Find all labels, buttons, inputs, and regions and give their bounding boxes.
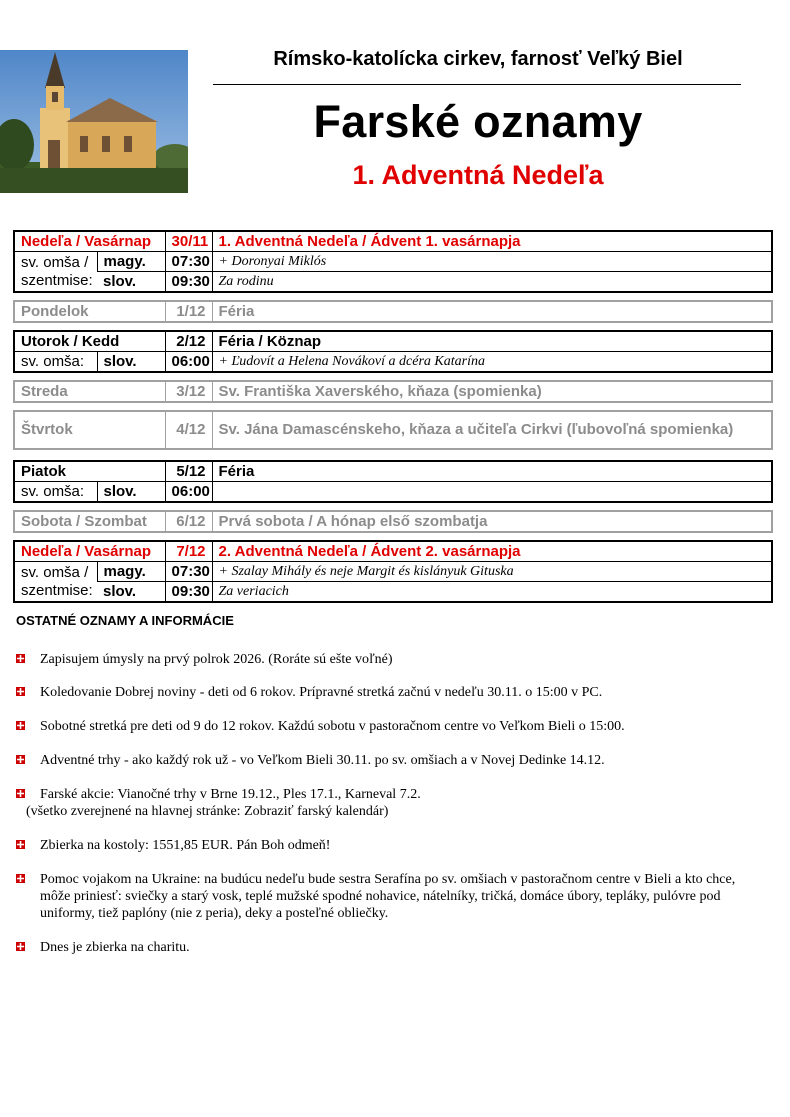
mass-label: sv. omša / szentmise:: [15, 562, 97, 602]
day-date: 5/12: [165, 462, 212, 482]
mass-intention: + Doronyai Miklós: [212, 252, 771, 272]
mass-intention: + Ľudovít a Helena Novákoví a dcéra Katarína: [212, 352, 771, 372]
cross-bullet-icon: [16, 755, 25, 764]
church-photo: [0, 50, 188, 193]
day-date: 1/12: [165, 302, 212, 321]
announcement-item: Dnes je zbierka na charitu.: [16, 939, 756, 956]
announcement-item: Farské akcie: Vianočné trhy v Brne 19.12., Ples 17.1., Karneval 7.2. (všetko zverejnené na hlavnej stránke: Zobraziť farský kalendár): [16, 786, 756, 820]
day-name: Štvrtok: [21, 421, 73, 438]
day-feast: Féria / Köznap: [212, 332, 771, 352]
mass-language: slov.: [97, 352, 165, 372]
day-name: Pondelok: [21, 302, 89, 320]
announcements-heading: OSTATNÉ OZNAMY A INFORMÁCIE: [16, 613, 234, 628]
mass-language: magy.: [97, 562, 165, 582]
day-date: 30/11: [165, 232, 212, 252]
day-name: Nedeľa / Vasárnap: [21, 542, 152, 560]
day-feast: Féria: [212, 302, 771, 321]
cross-bullet-icon: [16, 654, 25, 663]
mass-intention: Za rodinu: [212, 272, 771, 292]
day-feast: 1. Adventná Nedeľa / Ádvent 1. vasárnapja: [212, 232, 771, 252]
page-title: Farské oznamy: [313, 96, 643, 147]
announcement-item: Zapisujem úmysly na prvý polrok 2026. (Roráte sú ešte voľné): [16, 651, 756, 668]
header-divider: [213, 84, 741, 85]
cross-bullet-icon: [16, 789, 25, 798]
mass-time: 07:30: [165, 562, 212, 582]
cross-bullet-icon: [16, 687, 25, 696]
day-sunday-30-11: [13, 230, 773, 293]
day-name: Nedeľa / Vasárnap: [21, 232, 152, 250]
day-date: 3/12: [165, 382, 212, 401]
day-saturday: [13, 510, 773, 533]
day-feast: Prvá sobota / A hónap első szombatja: [212, 512, 771, 531]
day-name: Streda: [21, 382, 68, 400]
cross-bullet-icon: [16, 874, 25, 883]
cross-bullet-icon: [16, 942, 25, 951]
day-date: 7/12: [165, 542, 212, 562]
day-date: 6/12: [165, 512, 212, 531]
day-feast: Sv. Františka Xaverského, kňaza (spomienka): [212, 382, 771, 401]
announcement-item: Adventné trhy - ako každý rok už - vo Veľkom Bieli 30.11. po sv. omšiach a v Novej Dedinke 14.12.: [16, 752, 756, 769]
mass-intention: + Szalay Mihály és neje Margit és kislányuk Gituska: [212, 562, 771, 582]
mass-language: slov.: [97, 482, 165, 502]
mass-label: sv. omša:: [15, 352, 97, 372]
announcement-item: Sobotné stretká pre deti od 9 do 12 rokov. Každú sobotu v pastoračnom centre vo Veľkom Bieli o 15:00.: [16, 718, 756, 735]
page-subtitle: 1. Adventná Nedeľa: [352, 160, 604, 190]
mass-label: sv. omša / szentmise:: [15, 252, 97, 292]
announcement-subline: (všetko zverejnené na hlavnej stránke: Zobraziť farský kalendár): [26, 804, 389, 819]
cross-bullet-icon: [16, 840, 25, 849]
mass-language: slov.: [97, 582, 165, 602]
day-name: Piatok: [21, 462, 67, 480]
mass-intention: Za veriacich: [212, 582, 771, 602]
day-wednesday: [13, 380, 773, 403]
announcement-item: Pomoc vojakom na Ukraine: na budúcu nedeľu bude sestra Serafína po sv. omšiach v pastoračnom centre v Bieli a kto chce, môže priniesť: sviečky a starý vosk, teplé mužské spodné nohavice, nátelníky, tričká, domáce úbory, tepláky, pulóvre pod uniformy, tiež paplóny (nie z peria), deky a posteľné obliečky.: [16, 871, 756, 922]
mass-language: slov.: [97, 272, 165, 292]
day-date: 2/12: [165, 332, 212, 352]
mass-time: 06:00: [165, 482, 212, 502]
mass-intention: [212, 482, 771, 502]
mass-label: sv. omša:: [15, 482, 97, 502]
day-sunday-7-12: [13, 540, 773, 603]
day-feast: 2. Adventná Nedeľa / Ádvent 2. vasárnapja: [212, 542, 771, 562]
parish-name: Rímsko-katolícka cirkev, farnosť Veľký Biel: [273, 48, 683, 70]
day-tuesday: [13, 330, 773, 373]
mass-time: 06:00: [165, 352, 212, 372]
day-feast: Féria: [212, 462, 771, 482]
announcement-item: Koledovanie Dobrej noviny - deti od 6 rokov. Prípravné stretká začnú v nedeľu 30.11. o 15:00 v PC.: [16, 684, 756, 701]
cross-bullet-icon: [16, 721, 25, 730]
day-monday: [13, 300, 773, 323]
day-name: Sobota / Szombat: [21, 512, 147, 530]
day-date: 4/12: [165, 412, 212, 448]
day-thursday: [13, 410, 773, 450]
day-name: Utorok / Kedd: [21, 332, 120, 350]
day-feast: Sv. Jána Damascénskeho, kňaza a učiteľa Cirkvi (ľubovoľná spomienka): [212, 412, 771, 448]
announcement-item: Zbierka na kostoly: 1551,85 EUR. Pán Boh odmeň!: [16, 837, 756, 854]
mass-time: 09:30: [165, 582, 212, 602]
mass-language: magy.: [97, 252, 165, 272]
day-friday: [13, 460, 773, 503]
mass-time: 07:30: [165, 252, 212, 272]
mass-time: 09:30: [165, 272, 212, 292]
